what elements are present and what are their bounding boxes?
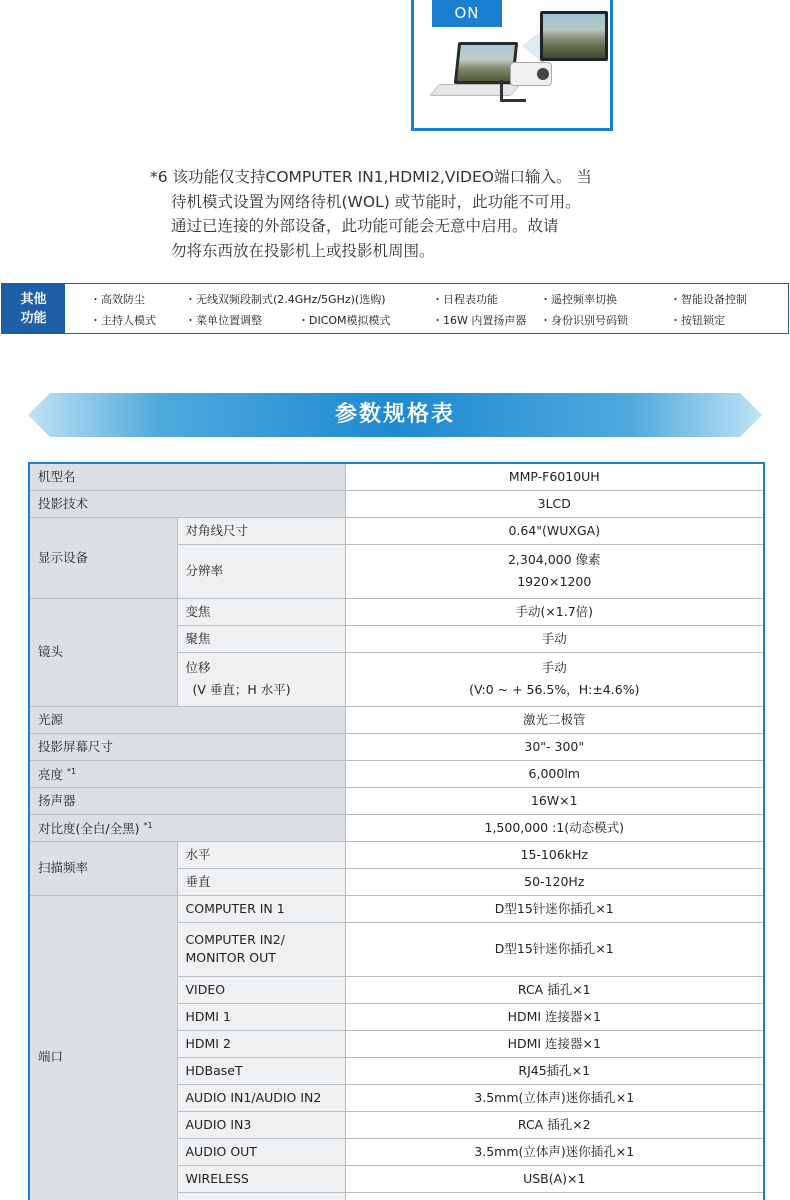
other-features-box: [1, 283, 789, 334]
spec-label: 投影屏幕尺寸: [29, 733, 345, 760]
port-name: HDMI 1: [177, 1003, 345, 1030]
spec-value: 1,500,000 :1(动态模式): [345, 814, 764, 841]
port-value: RCA 插孔×1: [345, 976, 764, 1003]
footnote-line: 通过已连接的外部设备，此功能可能会无意中启用。故请: [171, 217, 559, 235]
feature-item: ・菜单位置调整: [185, 314, 262, 327]
spec-sublabel: 水平: [177, 841, 345, 868]
table-row: [29, 490, 764, 517]
spec-sublabel: 位移 (V 垂直；H 水平): [177, 652, 345, 706]
footnote-line: 待机模式设置为网络待机(WOL) 或节能时，此功能不可用。: [171, 192, 581, 211]
port-name: AUDIO IN3: [177, 1111, 345, 1138]
spec-sublabel: 聚焦: [177, 625, 345, 652]
spec-label: 扬声器: [29, 787, 345, 814]
spec-sublabel: 垂直: [177, 868, 345, 895]
footnote-ref: *1: [67, 766, 77, 776]
port-name: COMPUTER IN 1: [177, 895, 345, 922]
table-row: [29, 463, 764, 490]
spec-label: 投影技术: [29, 490, 345, 517]
spec-value: 15-106kHz: [345, 841, 764, 868]
spec-section-banner: [28, 393, 762, 437]
spec-value: 6,000lm: [345, 760, 764, 787]
spec-value: 50-120Hz: [345, 868, 764, 895]
on-badge: ON: [432, 0, 502, 27]
spec-label: 亮度 $^{*1}$: [29, 760, 345, 787]
spec-value: 0.64"(WUXGA): [345, 517, 764, 544]
port-value: RJ45插孔×1: [345, 1057, 764, 1084]
spec-group-label: 显示设备: [29, 517, 177, 598]
table-row: [29, 895, 764, 922]
port-name: COMPUTER IN2/ MONITOR OUT: [177, 922, 345, 976]
spec-group-label: 扫描频率: [29, 841, 177, 895]
footnote-6: [150, 165, 620, 263]
spec-value: MMP-F6010UH: [345, 463, 764, 490]
spec-value: 2,304,000 像素 1920×1200: [345, 544, 764, 598]
other-features-label: 其他 功能: [2, 284, 65, 333]
spec-group-label: 镜头: [29, 598, 177, 706]
spec-section-title: 参数规格表: [334, 402, 455, 427]
spec-value: 手动: [345, 625, 764, 652]
spec-label: 机型名: [29, 463, 345, 490]
spec-value: 手动(×1.7倍): [345, 598, 764, 625]
port-value: 3.5mm(立体声)迷你插孔×1: [345, 1084, 764, 1111]
external-monitor-image: [540, 11, 608, 61]
footnote-line: *6 该功能仅支持COMPUTER IN1,HDMI2,VIDEO端口输入。 当: [150, 168, 592, 186]
feature-item: ・DICOM模拟模式: [298, 314, 391, 327]
port-value: USB(A)×1: [345, 1165, 764, 1192]
port-name: HDMI 2: [177, 1030, 345, 1057]
spec-sublabel: 对角线尺寸: [177, 517, 345, 544]
spec-label: 光源: [29, 706, 345, 733]
table-row: [29, 760, 764, 787]
spec-value: 激光二极管: [345, 706, 764, 733]
feature-item: ・主持人模式: [90, 314, 156, 327]
table-row: [29, 517, 764, 544]
spec-value: 30"- 300": [345, 733, 764, 760]
port-name: AUDIO OUT: [177, 1138, 345, 1165]
spec-label: 对比度(全白/全黑) $^{*1}$: [29, 814, 345, 841]
port-name: [177, 1192, 345, 1200]
port-value: [345, 1192, 764, 1200]
spec-value: 3LCD: [345, 490, 764, 517]
feature-item: ・无线双频段制式(2.4GHz/5GHz)(选购): [185, 293, 386, 306]
port-name: HDBaseT: [177, 1057, 345, 1084]
spec-value: 16W×1: [345, 787, 764, 814]
laptop-image: [454, 42, 518, 84]
port-value: 3.5mm(立体声)迷你插孔×1: [345, 1138, 764, 1165]
table-row: [29, 814, 764, 841]
feature-item: ・按钮锁定: [670, 314, 725, 327]
port-name: AUDIO IN1/AUDIO IN2: [177, 1084, 345, 1111]
footnote-ref: *1: [143, 820, 153, 830]
feature-item: ・身份识别号码锁: [540, 314, 628, 327]
table-row: [29, 733, 764, 760]
table-row: [29, 841, 764, 868]
port-name: WIRELESS: [177, 1165, 345, 1192]
spec-table: [28, 462, 765, 1200]
feature-item: ・遥控频率切换: [540, 293, 617, 306]
on-illustration: [411, 0, 613, 131]
feature-item: ・16W 内置扬声器: [432, 314, 527, 327]
table-row: [29, 598, 764, 625]
table-row: [29, 787, 764, 814]
spec-sublabel: 变焦: [177, 598, 345, 625]
spec-sublabel: 分辨率: [177, 544, 345, 598]
table-row: [29, 706, 764, 733]
spec-value: 手动 (V:0 ~ + 56.5%，H:±4.6%): [345, 652, 764, 706]
feature-item: ・智能设备控制: [670, 293, 747, 306]
port-value: HDMI 连接器×1: [345, 1030, 764, 1057]
port-value: HDMI 连接器×1: [345, 1003, 764, 1030]
port-name: VIDEO: [177, 976, 345, 1003]
feature-item: ・日程表功能: [432, 293, 498, 306]
port-value: D型15针迷你插孔×1: [345, 895, 764, 922]
spec-group-label: 端口: [29, 895, 177, 1200]
port-value: D型15针迷你插孔×1: [345, 922, 764, 976]
projector-image: [510, 62, 552, 86]
footnote-line: 勿将东西放在投影机上或投影机周围。: [171, 241, 435, 260]
feature-item: ・高效防尘: [90, 293, 145, 306]
port-value: RCA 插孔×2: [345, 1111, 764, 1138]
